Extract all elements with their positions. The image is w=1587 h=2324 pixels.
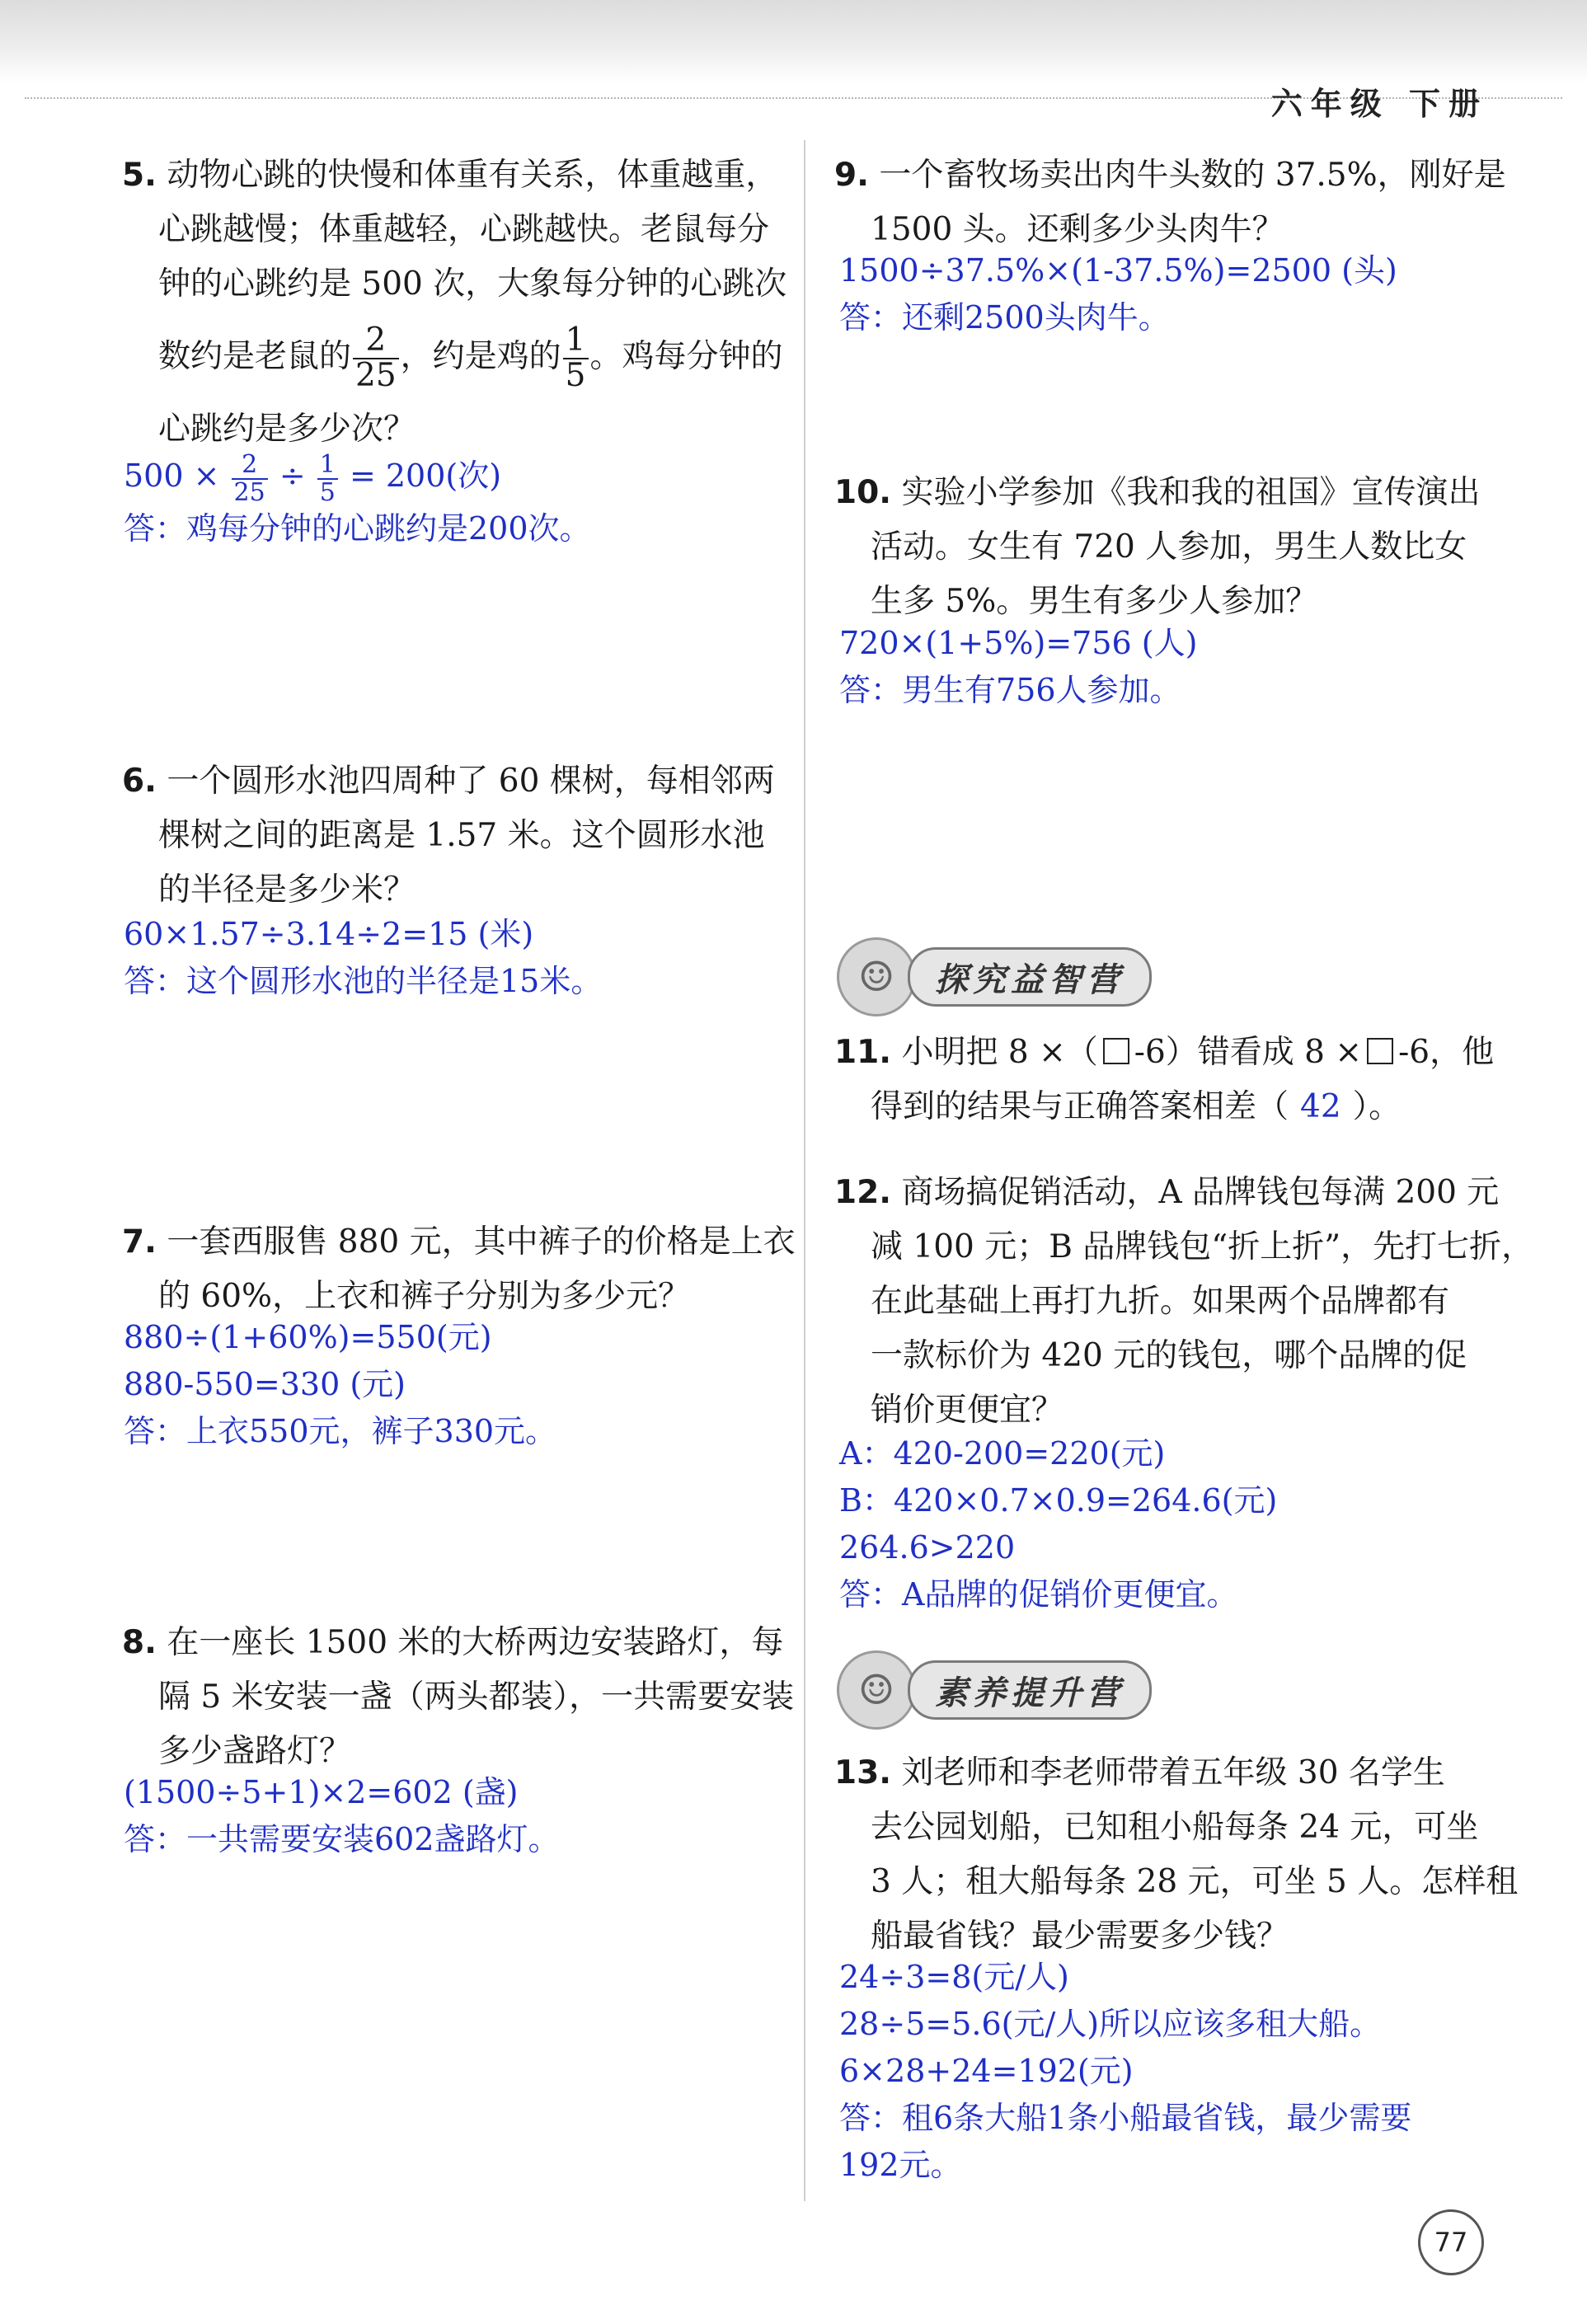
blank-box (1103, 1038, 1129, 1064)
giraffe-mascot-icon: ☺ (837, 1650, 916, 1730)
question-9: 9. 一个畜牧场卖出肉牛头数的 37.5%，刚好是 1500 头。还剩多少头肉牛？ (834, 157, 1506, 248)
answer-13: 24÷3=8(元/人) 28÷5=5.6(元/人)所以应该多租大船。 6×28+24=192(元) 答：租6条大船1条小船最省钱，最少需要 192元。 (839, 1959, 1412, 2183)
fraction: $\frac{2}{25}$ (353, 324, 399, 393)
fraction: $\frac{1}{5}$ (563, 324, 589, 393)
question-text: 钟的心跳约是 500 次，大象每分钟的心跳次 (158, 265, 787, 303)
answer-7: 880÷(1+60%)=550(元) 880-550=330 (元) 答：上衣550元，裤子330元。 (124, 1319, 557, 1449)
answer-12: A：420-200=220(元) B：420×0.7×0.9=264.6(元) 264.6>220 答：A品牌的促销价更便宜。 (839, 1435, 1278, 1613)
question-11: 11. 小明把 8 ×（ -6）错看成 8 × -6，他 得到的结果与正确答案相差（ 42 ）。 (834, 1026, 1494, 1134)
question-text: ，约是鸡的 (400, 338, 561, 375)
answer-6: 60×1.57÷3.14÷2=15 (米) 答：这个圆形水池的半径是15米。 (124, 916, 603, 999)
section-header-explore (837, 936, 1152, 1018)
grade-label: 六年级 下册 (1270, 86, 1488, 122)
question-12: 12. 商场搞促销活动，A 品牌钱包每满 200 元 减 100 元；B 品牌钱包“折上折”，先打七折， 在此基础上再打九折。如果两个品牌都有 一款标价为 420 元的钱包，哪个品牌的促 销价更便宜？ (834, 1174, 1534, 1429)
question-number: 5. (122, 157, 157, 194)
question-7: 7. 一套西服售 880 元，其中裤子的价格是上衣 的 60%，上衣和裤子分别为多少元？ (122, 1223, 796, 1315)
answer-5: 500 × $\frac{2}{25}$ ÷ $\frac{1}{5}$ = 200(次) 答：鸡每分钟的心跳约是200次。 (124, 452, 591, 552)
answer-10: 720×(1+5%)=756 (人) 答：男生有756人参加。 (839, 625, 1198, 708)
section-title: 探究益智营 (908, 947, 1152, 1007)
section-title: 素养提升营 (908, 1660, 1152, 1720)
header-banner (0, 0, 1587, 82)
pig-mascot-icon: ☺ (837, 937, 916, 1016)
column-divider (804, 140, 805, 2201)
page-number: 77 (1418, 2209, 1484, 2275)
answer-8: (1500÷5+1)×2=602 (盏) 答：一共需要安装602盏路灯。 (124, 1774, 560, 1857)
question-6: 6. 一个圆形水池四周种了 60 棵树，每相邻两 棵树之间的距离是 1.57 米。这个圆形水池 的半径是多少米？ (122, 763, 775, 908)
question-8: 8. 在一座长 1500 米的大桥两边安装路灯，每 隔 5 米安装一盏（两头都装），一共需要安装 多少盏路灯？ (122, 1624, 795, 1770)
answer-9: 1500÷37.5%×(1-37.5%)=2500 (头) 答：还剩2500头肉牛。 (839, 252, 1397, 336)
answer-blank: 42 (1300, 1088, 1341, 1125)
question-text: 数约是老鼠的 (158, 338, 352, 375)
question-text: 心跳约是多少次？ (158, 411, 416, 448)
question-13: 13. 刘老师和李老师带着五年级 30 名学生 去公园划船，已知租小船每条 24 元，可坐 3 人；租大船每条 28 元，可坐 5 人。怎样租 船最省钱？最少需要多少钱？ (834, 1754, 1519, 1955)
question-10: 10. 实验小学参加《我和我的祖国》宣传演出 活动。女生有 720 人参加，男生人数比女 生多 5%。男生有多少人参加？ (834, 474, 1481, 620)
question-text: 动物心跳的快慢和体重有关系，体重越重， (167, 157, 778, 194)
question-5 (122, 148, 786, 457)
question-text: 心跳越慢；体重越轻，心跳越快。老鼠每分 (158, 211, 770, 248)
blank-box (1367, 1038, 1393, 1064)
question-text: 。鸡每分钟的 (589, 338, 783, 375)
answer-text: 答：鸡每分钟的心跳约是200次。 (124, 510, 591, 547)
section-header-literacy (837, 1649, 1152, 1731)
